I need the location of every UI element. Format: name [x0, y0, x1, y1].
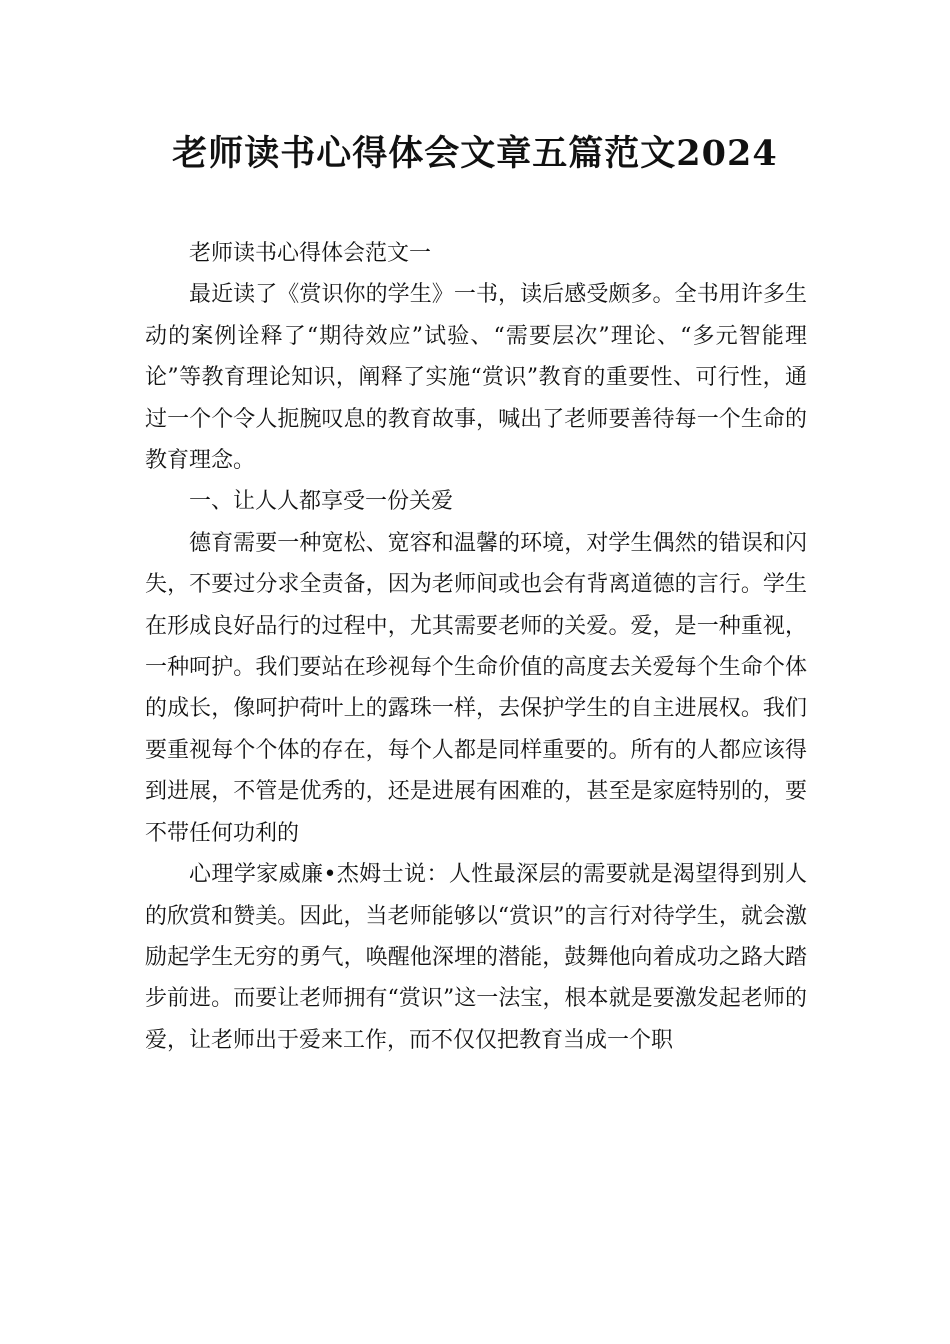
paragraph-moral-education: 德育需要一种宽松、宽容和温馨的环境，对学生偶然的错误和闪失，不要过分求全责备，因为老师间或也会有背离道德的言行。学生在形成良好品行的过程中，尤其需要老师的关爱。爱，是一种重视，一种呵护。我们要站在珍视每个生命价值的高度去关爱每个生命个体的成长，像呵护荷叶上的露珠一样，去保护学生的自主进展权。我们要重视每个个体的存在，每个人都是同样重要的。所有的人都应该得到进展，不管是优秀的，还是进展有困难的，甚至是家庭特别的，要不带任何功利的 — [145, 530, 807, 846]
document-title: 老师读书心得体会文章五篇范文2024 — [172, 133, 778, 174]
paragraph-intro: 最近读了《赏识你的学生》一书，读后感受颇多。全书用许多生动的案例诠释了“期待效应”试验、“需要层次”理论、“多元智能理论”等教育理论知识，阐释了实施“赏识”教育的重要性、可行性，通过一个个令人扼腕叹息的教育故事，喊出了老师要善待每一个生命的教育理念。 — [145, 282, 807, 474]
section-heading-example-one: 老师读书心得体会范文一 — [189, 241, 432, 266]
paragraph-psychologist-quote: 心理学家威廉•杰姆士说：人性最深层的需要就是渴望得到别人的欣赏和赞美。因此，当老师能够以“赏识”的言行对待学生，就会激励起学生无穷的勇气，唤醒他深埋的潜能，鼓舞他向着成功之路大踏步前进。而要让老师拥有“赏识”这一法宝，根本就是要激发起老师的爱，让老师出于爱来工作，而不仅仅把教育当成一个职 — [145, 862, 807, 1053]
section-heading-care: 一、让人人都享受一份关爱 — [189, 489, 454, 515]
document-body — [145, 233, 807, 1061]
